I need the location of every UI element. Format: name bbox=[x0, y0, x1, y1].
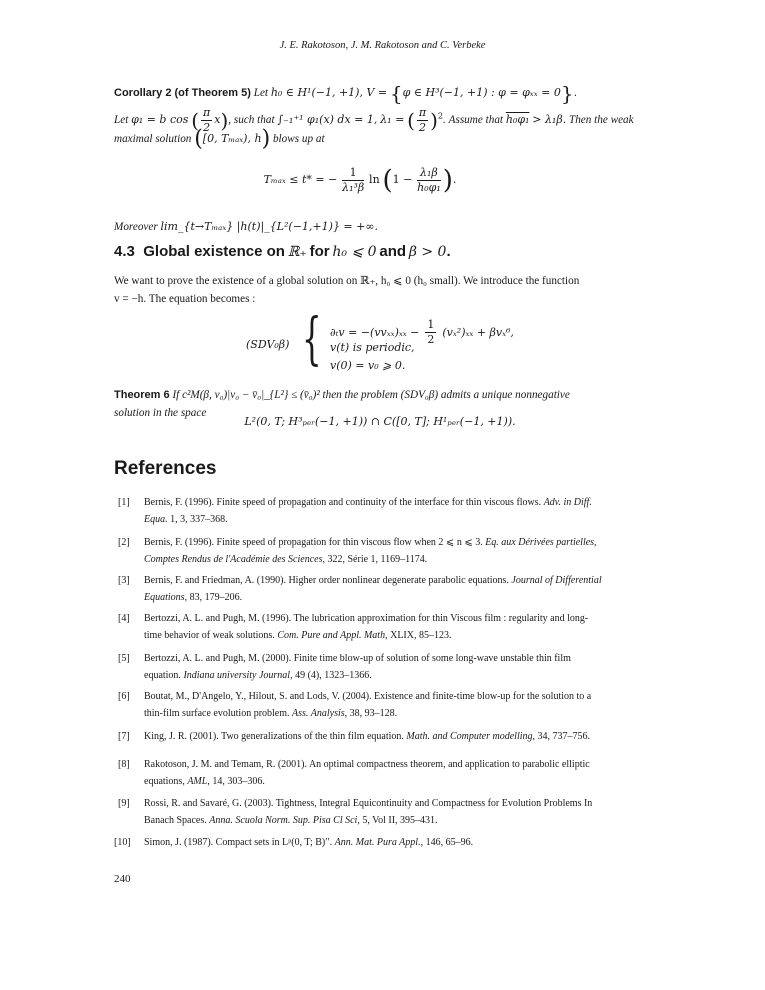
ref-journal: Journal of Differential bbox=[511, 575, 602, 586]
section-number: 4.3 bbox=[114, 243, 135, 260]
ref-journal: Comptes Rendus de l'Académie des Sciences bbox=[144, 554, 323, 565]
section-title-beta: β > 0 bbox=[408, 244, 447, 260]
ref-journal: AML bbox=[187, 776, 208, 787]
section-title-pre: Global existence on bbox=[143, 243, 285, 260]
corollary-line-2: Let φ₁ = b cos ( $\frac{\pi}{2}$ x), such that ∫₋₁⁺¹ φ₁(x) dx = 1, λ₁ = ( $\frac{\pi}{2}$ )$^2$. Assume that h₀φ₁ > λ₁β. Then the weak bbox=[114, 106, 634, 134]
ref-text: Bernis, F. (1996). Finite speed of propagation for thin viscous flow when 2 ⩽ n ⩽ 3. bbox=[144, 537, 483, 548]
frac1-den: λ₁³β bbox=[342, 181, 365, 194]
section-title-end: . bbox=[446, 243, 451, 260]
section-title-for: for bbox=[309, 243, 330, 260]
ref-details: , 38, 93–128. bbox=[344, 708, 398, 719]
intro-line-1: We want to prove the existence of a global solution on ℝ₊, h₀ ⩽ 0 (h₀ small). We introduce the function bbox=[114, 275, 580, 287]
ref-text: Bertozzi, A. L. and Pugh, M. (1996). The lubrication approximation for thin Viscous film : regularity and long- bbox=[144, 613, 589, 624]
ref-journal: Eq. aux Dérivées partielles, bbox=[485, 537, 597, 548]
sdv-system: (SDV₀β) { ∂ₜv = −(vvₓₓ)ₓₓ − $\frac{1}{2}$ (vₓ²)ₓₓ + βvₓ⁶, v(t) is periodic, v(0) = v₀ ⩾ 0. bbox=[246, 307, 514, 372]
ref-journal: Math. and Computer modelling bbox=[406, 731, 533, 742]
sdv-frac-num: 1 bbox=[427, 318, 435, 331]
ref-number: [5] bbox=[118, 653, 130, 664]
corollary-2 bbox=[114, 81, 646, 236]
phi1-definition: φ₁ = b cos bbox=[131, 113, 189, 127]
ref-number: [9] bbox=[118, 798, 130, 809]
squared: 2 bbox=[437, 111, 444, 121]
lambda1-eq: λ₁ = bbox=[380, 113, 405, 127]
moreover-limit: lim_{t→Tₘₐₓ} |h(t)|_{L²(−1,+1)} = +∞. bbox=[160, 220, 379, 233]
ref-text: equation. bbox=[144, 670, 181, 681]
ref-number: [7] bbox=[118, 731, 130, 742]
ref-details: , 49 (4), 1323–1366. bbox=[290, 670, 372, 681]
ref-details: , 83, 179–206. bbox=[184, 592, 243, 603]
ref-number: [10] bbox=[114, 837, 131, 848]
sdv-eq-3: v(0) = v₀ ⩾ 0. bbox=[330, 359, 406, 372]
maximal-solution: maximal solution bbox=[114, 133, 192, 145]
ref-number: [4] bbox=[118, 613, 130, 624]
frac1-num: 1 bbox=[342, 166, 364, 181]
corollary-label: Corollary 2 (of Theorem 5) bbox=[114, 87, 251, 99]
references-title: References bbox=[114, 458, 217, 479]
ref-details: , 14, 303–306. bbox=[207, 776, 265, 787]
ref-number: [6] bbox=[118, 691, 130, 702]
theorem6-line-1 bbox=[114, 386, 646, 404]
corollary-line-3: maximal solution ([0, Tₘₐₓ), h) blows up at bbox=[114, 126, 325, 152]
tmax-lhs: Tₘₐₓ ≤ t* = − bbox=[263, 173, 338, 187]
tmax-equation: Tₘₐₓ ≤ t* = − $\frac{1}{\text{λ₁³β}}$ ln (1 − $\frac{\text{λ₁β}}{\text{h₀φ₁}}$ ). bbox=[263, 165, 457, 196]
assume-that: . Assume that bbox=[443, 114, 504, 127]
corollary-line-1: Corollary 2 (of Theorem 5) Let h₀ ∈ H¹(−1, +1), V = {φ ∈ H³(−1, +1) : φ = φₓₓ = 0}. bbox=[114, 81, 578, 106]
pi-numerator-2: π bbox=[418, 106, 427, 119]
section-title-h0: h₀ ⩽ 0 bbox=[332, 244, 377, 260]
ref-number: [3] bbox=[118, 575, 130, 586]
ref-details: 1, 3, 337–368. bbox=[170, 514, 228, 525]
ref-text: King, J. R. (2001). Two generalizations of the thin film equation. bbox=[144, 731, 404, 742]
blows-up-at: blows up at bbox=[272, 133, 325, 145]
moreover-line bbox=[114, 218, 646, 236]
ref-journal: Ann. Mat. Pura Appl. bbox=[334, 837, 421, 848]
ref-journal: Indiana university Journal bbox=[183, 670, 291, 681]
frac2-den: h₀φ₁ bbox=[417, 181, 441, 194]
h0phi1-mean: h₀φ₁ bbox=[505, 113, 530, 127]
ref-text: Bernis, F. and Friedman, A. (1990). Higher order nonlinear degenerate parabolic equations. bbox=[144, 575, 509, 586]
references-heading bbox=[114, 460, 646, 480]
ref-text: Rossi, R. and Savaré, G. (2003). Tightness, Integral Equicontinuity and Compactness for Evolution Problems In bbox=[144, 798, 593, 809]
ref-journal: Com. Pure and Appl. Math bbox=[277, 630, 386, 641]
ref-text: Rakotoson, J. M. and Temam, R. (2001). An optimal compactness theorem, and application to parabolic elliptic bbox=[144, 759, 590, 770]
intro-line-2: v = −h. The equation becomes : bbox=[114, 293, 256, 305]
theorem6-statement: If c²M(β, v₀)|v₀ − v̄₀|_{L²} ≤ (v̄₀)² then the problem (SDV₀β) admits a unique nonnegative bbox=[172, 389, 570, 401]
ref-journal: Adv. in Diff. bbox=[543, 497, 592, 508]
sdv-eq-2: v(t) is periodic, bbox=[330, 341, 415, 354]
ref-text: Simon, J. (1987). Compact sets in Lᵖ(0, T; B)′′. bbox=[144, 837, 333, 848]
ref-text: equations, bbox=[144, 776, 185, 787]
ref-details: , 34, 737–756. bbox=[532, 731, 591, 742]
ln: ln bbox=[369, 173, 380, 187]
ref-details: , 146, 65–96. bbox=[420, 837, 474, 848]
one-minus: 1 − bbox=[392, 173, 413, 187]
ref-text: Bertozzi, A. L. and Pugh, M. (2000). Finite time blow-up of solution of some long-wave unstable thin film bbox=[144, 653, 571, 664]
sdv-frac-den: 2 bbox=[427, 333, 435, 346]
theorem6-space: L²(0, T; H³ₚₑᵣ(−1, +1)) ∩ C([0, T]; H¹ₚₑᵣ(−1, +1)). bbox=[244, 415, 516, 428]
theorem6-line-2: solution in the space bbox=[114, 407, 207, 419]
ref-number: [8] bbox=[118, 759, 130, 770]
corollary-set-v: φ ∈ H³(−1, +1) : φ = φₓₓ = 0 bbox=[402, 86, 561, 99]
ref-details: , XLIX, 85–123. bbox=[385, 630, 452, 641]
running-head: J. E. Rakotoson, J. M. Rakotoson and C. Verbeke bbox=[279, 40, 486, 51]
theorem-6 bbox=[114, 386, 646, 431]
ref-details: , 322, Série 1, 1169–1174. bbox=[322, 554, 428, 565]
ref-number: [1] bbox=[118, 497, 130, 508]
section-title-r-plus: ℝ₊ bbox=[287, 244, 307, 260]
gt-lambda-beta: > λ₁β. bbox=[532, 113, 567, 127]
two-denominator: 2 bbox=[203, 121, 211, 134]
moreover: Moreover bbox=[114, 221, 158, 233]
ref-details: , 5, Vol II, 395–431. bbox=[357, 815, 438, 826]
ref-number: [2] bbox=[118, 537, 130, 548]
ref-journal: Anna. Scuola Norm. Sup. Pisa Cl Sci bbox=[209, 815, 358, 826]
then-the-weak: Then the weak bbox=[568, 114, 634, 127]
ref-journal: Ass. Analysis bbox=[292, 708, 345, 719]
ref-text: Boutat, M., D'Angelo, Y., Hilout, S. and Lods, V. (2004). Existence and finite-time blow-up for the solution to a bbox=[144, 691, 592, 702]
x-variable: x bbox=[214, 113, 221, 127]
solution-pair: [0, Tₘₐₓ), h bbox=[202, 132, 262, 145]
sdv-eq1-b: (vₓ²)ₓₓ + βvₓ⁶, bbox=[442, 326, 514, 340]
corollary-let-2: Let bbox=[114, 114, 129, 127]
theorem6-label: Theorem 6 bbox=[114, 389, 170, 401]
sdv-label: (SDV₀β) bbox=[246, 338, 290, 351]
two-denominator-2: 2 bbox=[419, 121, 427, 134]
such-that: , such that bbox=[228, 114, 275, 127]
intro-paragraph bbox=[114, 272, 646, 308]
pi-numerator: π bbox=[203, 106, 211, 119]
corollary-let: Let bbox=[253, 87, 269, 99]
sdv-eq1-a: ∂ₜv = −(vvₓₓ)ₓₓ − bbox=[330, 326, 420, 340]
section-4-3-heading bbox=[114, 243, 646, 262]
eq-period: . bbox=[452, 173, 457, 187]
frac2-num: λ₁β bbox=[417, 166, 441, 181]
ref-text: time behavior of weak solutions. bbox=[144, 630, 275, 641]
section-title-and: and bbox=[379, 243, 407, 260]
ref-text: Banach Spaces. bbox=[144, 815, 207, 826]
corollary-h0-space: h₀ ∈ H¹(−1, +1), V = bbox=[270, 86, 388, 99]
page-number: 240 bbox=[114, 873, 131, 885]
ref-journal: Equa. bbox=[144, 514, 168, 525]
ref-text: thin-film surface evolution problem. bbox=[144, 708, 290, 719]
ref-text: Bernis, F. (1996). Finite speed of propagation and continuity of the interface for thin viscous flows. bbox=[144, 497, 542, 508]
phi1-integral: ∫₋₁⁺¹ φ₁(x) dx = 1, bbox=[277, 113, 378, 127]
ref-journal: Equations bbox=[144, 592, 185, 603]
